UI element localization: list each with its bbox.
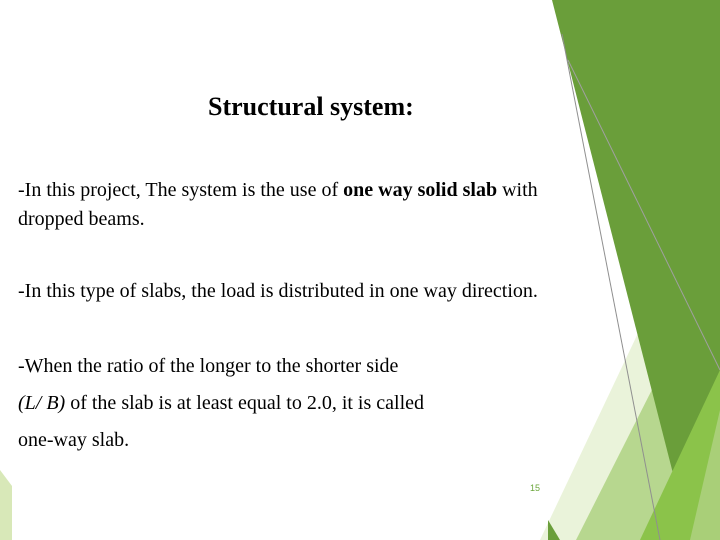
paragraph-ratio (18, 348, 424, 459)
paragraph-line (18, 176, 538, 205)
text-run: of the slab is at least equal to 2.0, it is called (65, 392, 425, 414)
paragraph-system (18, 176, 538, 234)
paragraph-line: -When the ratio of the longer to the shorter side (18, 355, 399, 377)
slide-title: Structural system: (208, 92, 414, 121)
paragraph-line: dropped beams. (18, 208, 145, 230)
page-number: 15 (530, 483, 541, 493)
bold-term: one way solid slab (343, 179, 498, 201)
math-ratio: (L/ B) (18, 392, 66, 414)
paragraph-line: -In this type of slabs, the load is distributed in one way direction. (18, 280, 538, 302)
left-accent-strip (0, 470, 12, 540)
paragraph-line: one-way slab. (18, 429, 130, 451)
text-run: -In this project, The system is the use of (18, 179, 344, 201)
paragraph-load (18, 277, 538, 306)
paragraph-line (18, 385, 424, 422)
text-run: with (497, 179, 538, 201)
